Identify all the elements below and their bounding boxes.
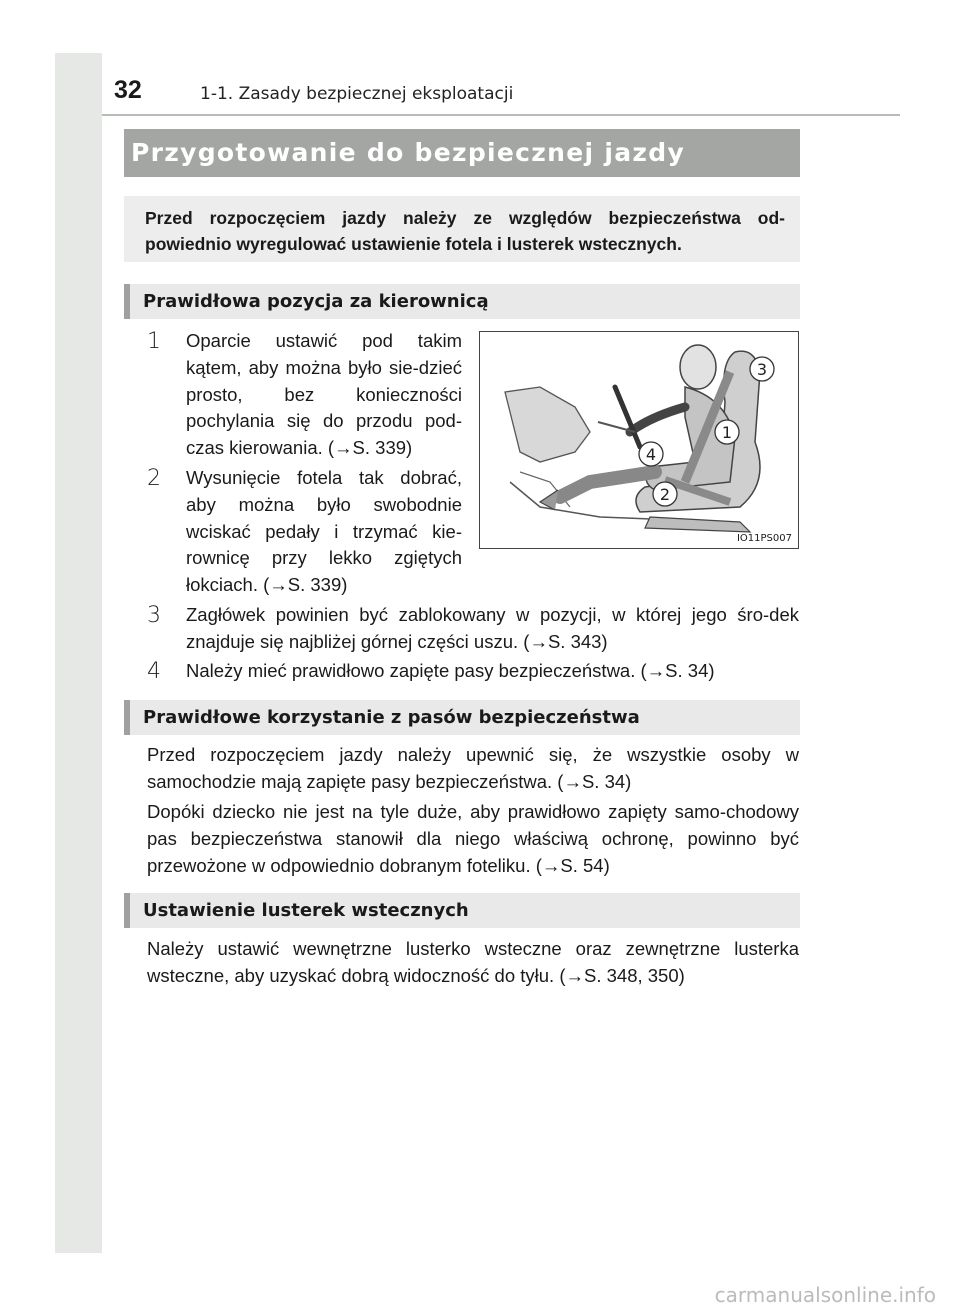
section-path: 1-1. Zasady bezpiecznej eksploatacji [200,84,514,104]
figure-code: IO11PS007 [736,533,792,544]
item-number-3: 3 [147,603,161,628]
item-text-2: Wysunięcie fotela tak dobrać, aby można było swobodnie wciskać pedały i trzymać kie-rownicę przy lekko zgiętych łokciach. (→S. 339) [186,467,462,596]
intro-text: Przed rozpoczęciem jazdy należy ze względów bezpieczeństwa od-powiednio wyregulować ustawienie fotela i lusterek wstecznych. [145,208,785,254]
header-rule [102,114,900,116]
callout-3: 3 [756,360,768,379]
paragraph-seat-belts-2: Dopóki dziecko nie jest na tyle duże, aby prawidłowo zapięty samo-chodowy pas bezpieczeństwa stanowił dla niego właściwą ochronę, powinno być przewożone w odpowiednio dobranym foteliku. (→S. 54) [147,801,799,876]
item-number-4: 4 [147,659,161,684]
callout-1: 1 [721,423,733,442]
page-side-tab [55,53,102,1253]
driver-seat-drawing [480,332,798,548]
callout-4: 4 [645,445,657,464]
callout-2: 2 [659,485,671,504]
item-number-1: 1 [147,329,161,354]
seating-position-illustration [479,331,799,549]
intro-box [124,196,800,262]
section-heading-driving-position [124,284,800,319]
section-heading-label: Ustawienie lusterek wstecznych [143,900,469,921]
paragraph-seat-belts-1: Przed rozpoczęciem jazdy należy upewnić się, że wszystkie osoby w samochodzie mają zapięte pasy bezpieczeństwa. (→S. 34) [147,744,799,792]
item-text-4: Należy mieć prawidłowo zapięte pasy bezpieczeństwa. (→S. 34) [186,660,715,681]
paragraph-mirrors-1: Należy ustawić wewnętrzne lusterko wsteczne oraz zewnętrzne lusterka wsteczne, aby uzyskać dobrą widoczność do tyłu. (→S. 348, 350) [147,938,799,986]
page-title: Przygotowanie do bezpiecznej jazdy [131,138,686,167]
page-title-bar [124,129,800,177]
section-heading-label: Prawidłowa pozycja za kierownicą [143,291,489,312]
item-text-3: Zagłówek powinien być zablokowany w pozycji, w której jego śro-dek znajduje się najbliżej górnej części uszu. (→S. 343) [186,604,799,652]
section-heading-mirrors [124,893,800,928]
section-heading-seat-belts [124,700,800,735]
item-number-2: 2 [147,466,161,491]
watermark: carmanualsonline.info [714,1283,936,1307]
page-number: 32 [114,76,142,104]
section-heading-label: Prawidłowe korzystanie z pasów bezpieczeństwa [143,707,640,728]
item-text-1: Oparcie ustawić pod takim kątem, aby można było sie-dzieć prosto, bez konieczności pochylania się do przodu pod-czas kierowania. (→S. 339) [186,330,462,459]
